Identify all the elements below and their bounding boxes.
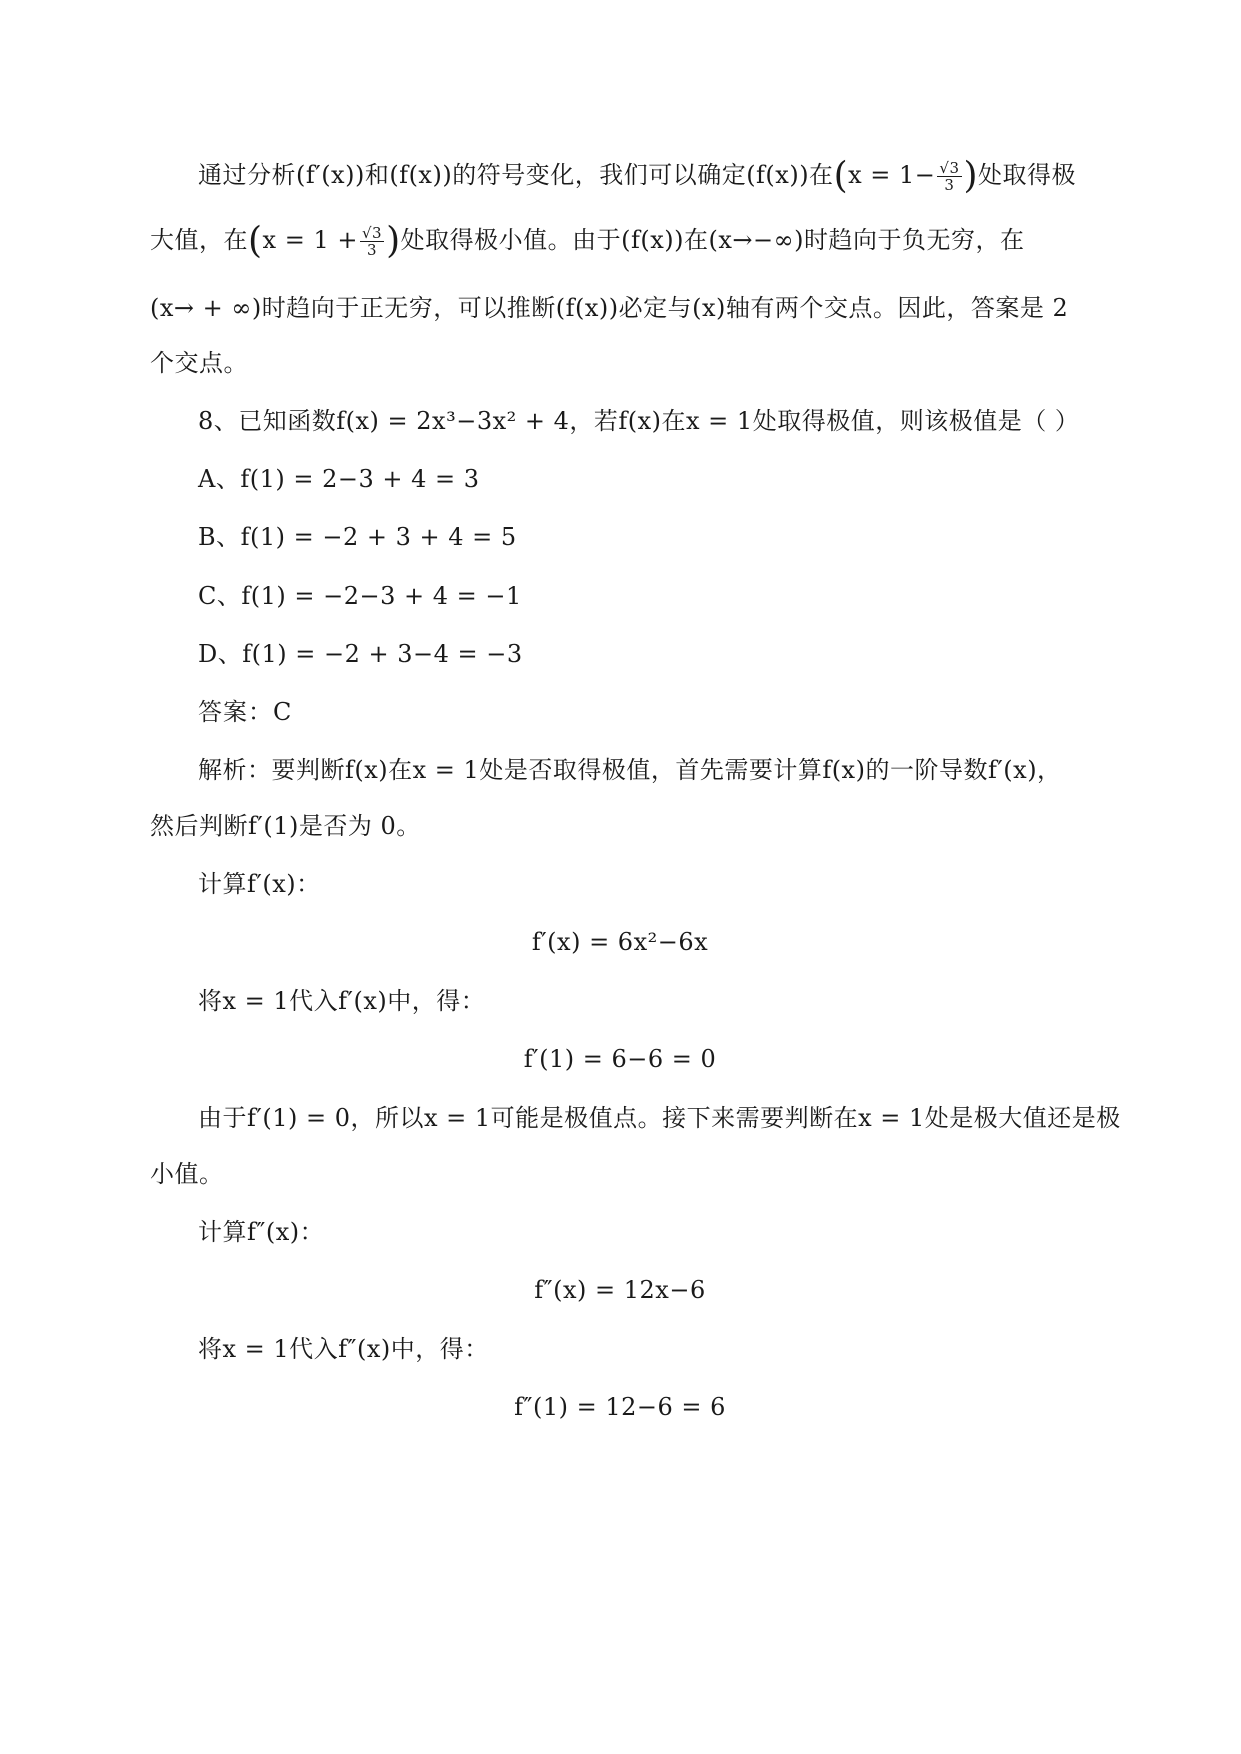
text-segment: 通过分析(f′(x))和(f(x))的符号变化，我们可以确定(f(x))在 [198, 161, 834, 189]
option-b: B、f(1) = −2 + 3 + 4 = 5 [198, 523, 517, 551]
equation-second-derivative-at-1: f″(1) = 12−6 = 6 [514, 1393, 726, 1421]
math-expression: x = 1− [848, 161, 936, 189]
fraction-denominator: 3 [367, 241, 378, 259]
calc-first-derivative-label: 计算f′(x)： [198, 870, 321, 898]
answer-line: 答案：C [198, 698, 293, 726]
fraction-numerator: √3 [939, 159, 960, 177]
text-segment: 大值，在 [150, 226, 248, 254]
fraction-denominator: 3 [944, 176, 955, 194]
text-segment: 处取得极小值。由于(f(x))在(x→−∞)时趋向于负无穷，在 [400, 226, 1025, 254]
calc-second-derivative-label: 计算f″(x)： [198, 1218, 325, 1246]
option-d: D、f(1) = −2 + 3−4 = −3 [198, 640, 523, 668]
question-8: 8、已知函数f(x) = 2x³−3x² + 4，若f(x)在x = 1处取得极值，则该极值是（ ） [198, 407, 1080, 435]
option-c: C、f(1) = −2−3 + 4 = −1 [198, 582, 522, 610]
fraction-numerator: √3 [361, 224, 383, 242]
paragraph-line-3: (x→ + ∞)时趋向于正无穷，可以推断(f(x))必定与(x)轴有两个交点。因此，答案是 2 [150, 294, 1069, 322]
math-expression: x = 1 + [262, 226, 358, 254]
substitute-line-1: 将x = 1代入f′(x)中，得： [198, 987, 486, 1015]
paragraph-line-4: 个交点。 [150, 349, 248, 377]
analysis-line-2: 然后判断f′(1)是否为 0。 [150, 812, 421, 840]
equation-first-derivative-at-1: f′(1) = 6−6 = 0 [523, 1045, 717, 1073]
paragraph-line-1: 通过分析(f′(x))和(f(x))的符号变化，我们可以确定(f(x))在(x = 1− $\frac{√3}{3}$ )处取得极 [198, 155, 1077, 197]
substitute-line-2: 将x = 1代入f″(x)中，得： [198, 1335, 489, 1363]
fraction [937, 160, 961, 193]
option-a: A、f(1) = 2−3 + 4 = 3 [198, 465, 480, 493]
since-line-2: 小值。 [150, 1160, 224, 1188]
equation-first-derivative: f′(x) = 6x²−6x [531, 928, 709, 956]
fraction [360, 225, 384, 258]
analysis-line-1: 解析：要判断f(x)在x = 1处是否取得极值，首先需要计算f(x)的一阶导数f′(x)， [198, 756, 1062, 784]
paragraph-line-2: 大值，在(x = 1 + $\frac{√3}{3}$ )处取得极小值。由于(f(x))在(x→−∞)时趋向于负无穷，在 [150, 220, 1025, 262]
text-segment: 处取得极 [978, 161, 1077, 189]
since-line-1: 由于f′(1) = 0，所以x = 1可能是极值点。接下来需要判断在x = 1处是极大值还是极 [198, 1104, 1121, 1132]
equation-second-derivative: f″(x) = 12x−6 [534, 1276, 706, 1304]
